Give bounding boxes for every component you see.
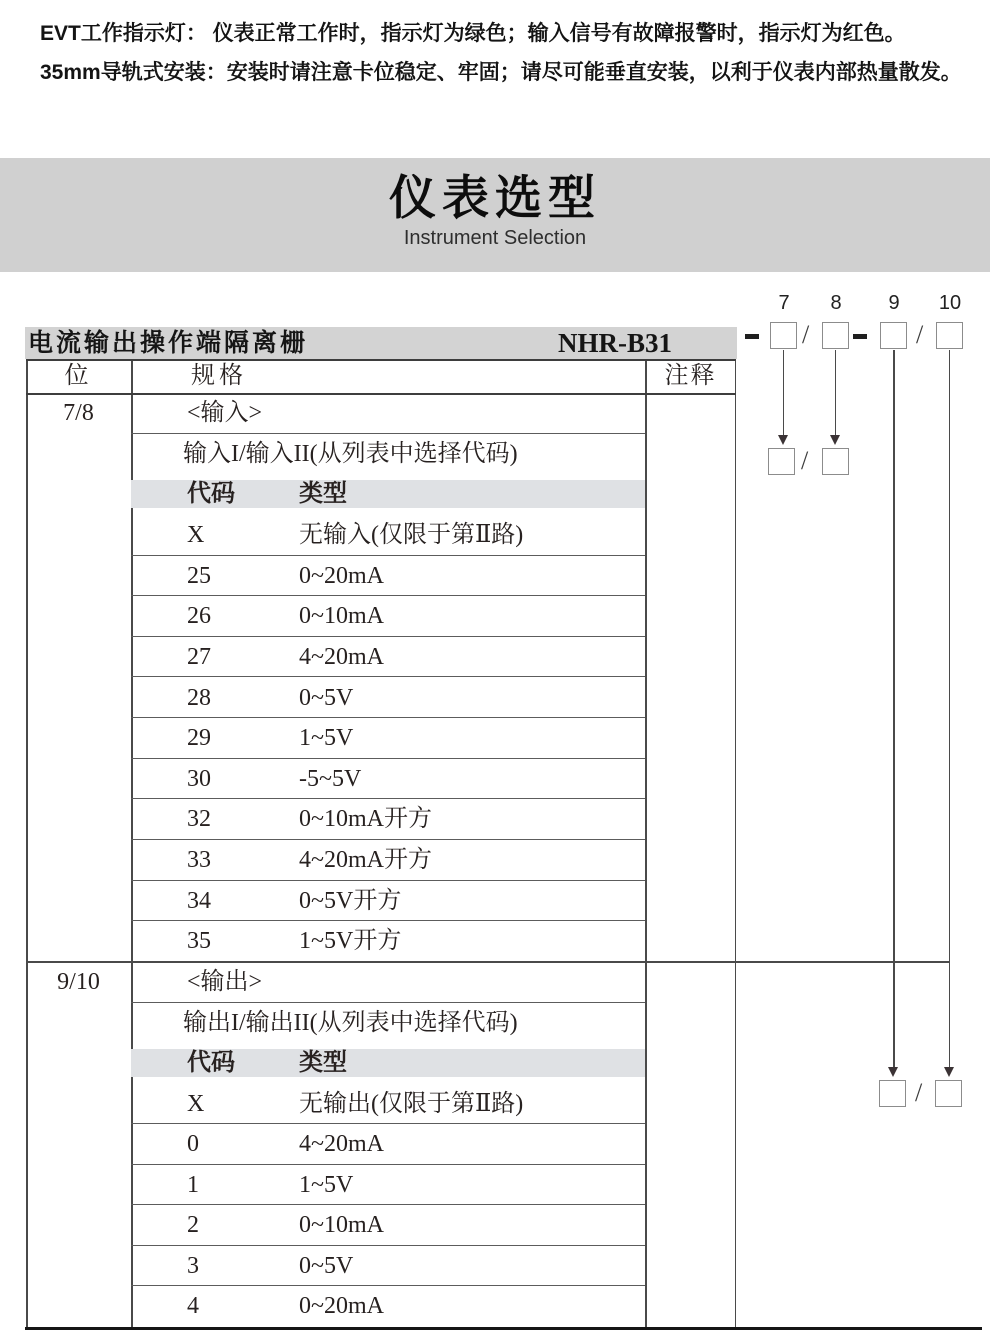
code-cell: 26: [187, 603, 211, 630]
type-cell: 0~5V: [299, 1252, 354, 1279]
type-cell: 4~20mA: [299, 643, 384, 670]
arrow-head-icon: [830, 435, 840, 445]
arrow-head-icon: [778, 435, 788, 445]
code-row: [131, 840, 645, 881]
code-cell: 4: [187, 1293, 199, 1320]
code-row: [131, 1286, 645, 1327]
position-cell: 7/8: [63, 400, 94, 426]
code-row: [131, 1165, 645, 1206]
code-cell: 30: [187, 765, 211, 792]
code-cell: 27: [187, 643, 211, 670]
code-row: [131, 759, 645, 800]
type-cell: 无输出(仅限于第Ⅱ路): [299, 1090, 524, 1117]
code-header-label: 代码: [187, 481, 235, 508]
slash-separator: /: [916, 320, 924, 349]
dash-separator: [853, 334, 867, 339]
table-border: [735, 359, 737, 1327]
selection-table: [26, 359, 736, 1327]
type-cell: -5~5V: [299, 765, 362, 792]
type-cell: 无输入(仅限于第Ⅱ路): [299, 521, 524, 548]
code-cell: 35: [187, 928, 211, 955]
banner-title: 仪表选型: [389, 171, 601, 224]
code-row: [131, 596, 645, 637]
input-code-box-I: [768, 448, 795, 475]
code-row: [131, 718, 645, 759]
type-cell: 0~10mA: [299, 603, 384, 630]
type-cell: 4~20mA开方: [299, 847, 432, 874]
code-row: [131, 556, 645, 597]
output-code-box-II: [935, 1080, 962, 1107]
arrow-line: [835, 350, 837, 435]
slash-separator: /: [801, 446, 809, 475]
product-model: NHR-B31: [558, 328, 672, 358]
code-row: [131, 1124, 645, 1165]
code-box-9: [880, 322, 907, 349]
slash-separator: /: [915, 1078, 923, 1107]
group-description: 输出I/输出II(从列表中选择代码): [183, 1009, 518, 1036]
type-cell: 0~5V: [299, 684, 354, 711]
spec-group-row: [131, 962, 645, 1003]
spec-desc-row: [131, 434, 645, 475]
code-cell: 1: [187, 1171, 199, 1198]
col-header-position: 位: [64, 363, 93, 389]
type-cell: 0~10mA开方: [299, 806, 432, 833]
code-box-8: [822, 322, 849, 349]
code-row: [131, 921, 645, 962]
code-cell: 3: [187, 1252, 199, 1279]
code-row: [131, 799, 645, 840]
type-cell: 4~20mA: [299, 1131, 384, 1158]
arrow-line: [949, 350, 951, 1067]
position-cell: 9/10: [57, 969, 100, 995]
code-row: [131, 1246, 645, 1287]
code-box-7: [770, 322, 797, 349]
output-code-box-I: [879, 1080, 906, 1107]
code-row: [131, 515, 645, 556]
code-cell: X: [187, 1090, 205, 1117]
note-line-evt: EVT工作指示灯： 仪表正常工作时，指示灯为绿色；输入信号有故障报警时，指示灯为红色。: [40, 22, 906, 45]
table-border: [25, 1327, 982, 1330]
section-banner: [0, 158, 990, 272]
slash-separator: /: [802, 320, 810, 349]
code-cell: X: [187, 521, 205, 548]
code-row: [131, 881, 645, 922]
spec-group-row: [131, 393, 645, 434]
table-border: [645, 359, 647, 1327]
digit-label-7: 7: [778, 292, 790, 314]
col-header-spec: 规格: [191, 363, 247, 389]
input-code-box-II: [822, 448, 849, 475]
digit-label-10: 10: [938, 292, 962, 314]
code-header-label: 代码: [187, 1050, 235, 1077]
type-cell: 0~5V开方: [299, 887, 402, 914]
note-line-rail: 35mm导轨式安装：安装时请注意卡位稳定、牢固；请尽可能垂直安装，以利于仪表内部热量散发。: [40, 61, 962, 84]
code-header-row: [131, 1043, 645, 1084]
digit-label-8: 8: [830, 292, 842, 314]
code-cell: 25: [187, 562, 211, 589]
digit-label-9: 9: [888, 292, 900, 314]
code-row: [131, 637, 645, 678]
type-header-label: 类型: [299, 481, 347, 508]
code-cell: 28: [187, 684, 211, 711]
code-row: [131, 678, 645, 719]
arrow-line: [893, 350, 895, 1067]
table-border: [26, 359, 28, 1327]
type-cell: 0~20mA: [299, 1293, 384, 1320]
code-row: [131, 1205, 645, 1246]
type-cell: 1~5V: [299, 1171, 354, 1198]
code-row: [131, 1084, 645, 1125]
group-label: <输入>: [187, 400, 263, 426]
code-cell: 32: [187, 806, 211, 833]
arrow-line: [783, 350, 785, 435]
arrow-head-icon: [944, 1067, 954, 1077]
col-header-note: 注释: [664, 363, 717, 389]
product-title-bar: [25, 327, 737, 359]
code-header-row: [131, 474, 645, 515]
type-cell: 0~20mA: [299, 562, 384, 589]
dash-separator: [745, 334, 759, 339]
banner-subtitle: Instrument Selection: [403, 227, 587, 249]
code-cell: 2: [187, 1212, 199, 1239]
type-cell: 1~5V开方: [299, 928, 402, 955]
type-cell: 0~10mA: [299, 1212, 384, 1239]
arrow-head-icon: [888, 1067, 898, 1077]
type-header-label: 类型: [299, 1050, 347, 1077]
code-cell: 33: [187, 847, 211, 874]
group-label: <输出>: [187, 969, 263, 995]
table-border: [26, 961, 949, 963]
table-border: [26, 359, 736, 361]
code-cell: 0: [187, 1131, 199, 1158]
type-cell: 1~5V: [299, 725, 354, 752]
product-name: 电流输出操作端隔离栅: [28, 330, 309, 357]
code-cell: 34: [187, 887, 211, 914]
group-description: 输入I/输入II(从列表中选择代码): [183, 440, 518, 467]
code-box-10: [936, 322, 963, 349]
spec-desc-row: [131, 1003, 645, 1044]
code-cell: 29: [187, 725, 211, 752]
